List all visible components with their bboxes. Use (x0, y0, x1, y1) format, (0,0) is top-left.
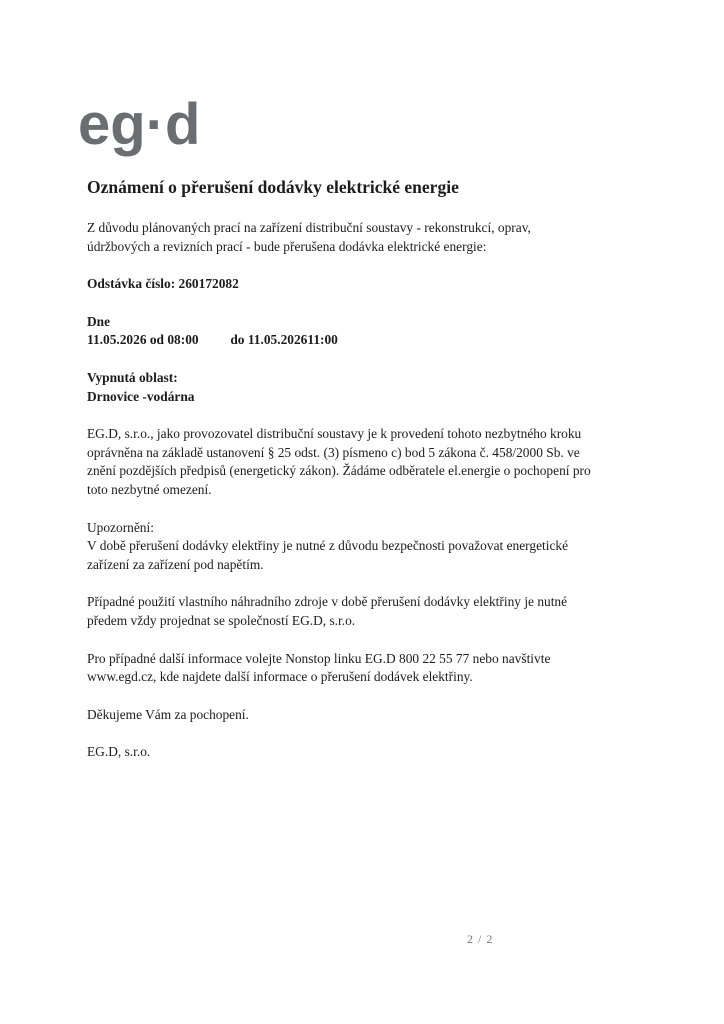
outage-date (87, 313, 647, 350)
info-line: Pro případné další informace volejte Nonstop linku EG.D 800 22 55 77 nebo navštivte (87, 650, 551, 666)
warning-paragraph (87, 519, 647, 575)
info-paragraph (87, 650, 647, 687)
thanks-text: Děkujeme Vám za pochopení. (87, 706, 249, 722)
signature-text: EG.D, s.r.o. (87, 744, 151, 760)
intro-line: Z důvodu plánovaných prací na zařízení distribuční soustavy - rekonstrukcí, oprav, (87, 220, 531, 235)
legal-line: znění pozdějších předpisů (energetický zákon). Žádáme odběratele el.energie o pochopení pro (87, 463, 591, 479)
page-number: 2 / 2 (467, 932, 494, 946)
legal-line: toto nezbytné omezení. (87, 481, 212, 497)
outage-number (87, 275, 647, 294)
legal-line: EG.D, s.r.o., jako provozovatel distribuční soustavy je k provedení tohoto nezbytného kroku (87, 426, 582, 442)
page-title: Oznámení o přerušení dodávky elektrické energie (87, 177, 459, 197)
date-from: 11.05.2026 od 08:00 (87, 332, 199, 348)
backup-paragraph (87, 593, 647, 630)
intro-line: údržbových a revizních prací - bude přerušena dodávka elektrické energie: (87, 238, 487, 254)
date-to: do 11.05.202611:00 (230, 332, 338, 348)
outage-label: Odstávka číslo: (87, 276, 176, 292)
area-name: Drnovice -vodárna (87, 388, 195, 404)
intro-paragraph (87, 219, 647, 256)
date-label: Dne (87, 313, 111, 329)
egd-logo-graphic (78, 92, 218, 160)
notice-body (87, 176, 647, 762)
info-line: www.egd.cz, kde najdete další informace o přerušení dodávek elektřiny. (87, 669, 473, 685)
warning-line: V době přerušení dodávky elektřiny je nutné z důvodu bezpečnosti považovat energetické (87, 538, 569, 554)
legal-paragraph (87, 425, 647, 499)
warning-line: zařízení za zařízení pod napětím. (87, 556, 264, 572)
backup-line: předem vždy projednat se společností EG.D, s.r.o. (87, 612, 356, 628)
warning-label: Upozornění: (87, 519, 154, 535)
area-label: Vypnutá oblast: (87, 369, 178, 385)
egd-logo (78, 92, 218, 160)
outage-area (87, 369, 647, 406)
egd-logo-text: eg·d (78, 92, 201, 157)
outage-value: 260172082 (178, 276, 239, 292)
legal-line: oprávněna na základě ustanovení § 25 odst. (3) písmeno c) bod 5 zákona č. 458/2000 Sb. ve (87, 444, 580, 460)
date-range (87, 331, 647, 350)
backup-line: Případné použití vlastního náhradního zdroje v době přerušení dodávky elektřiny je nutné (87, 594, 568, 610)
